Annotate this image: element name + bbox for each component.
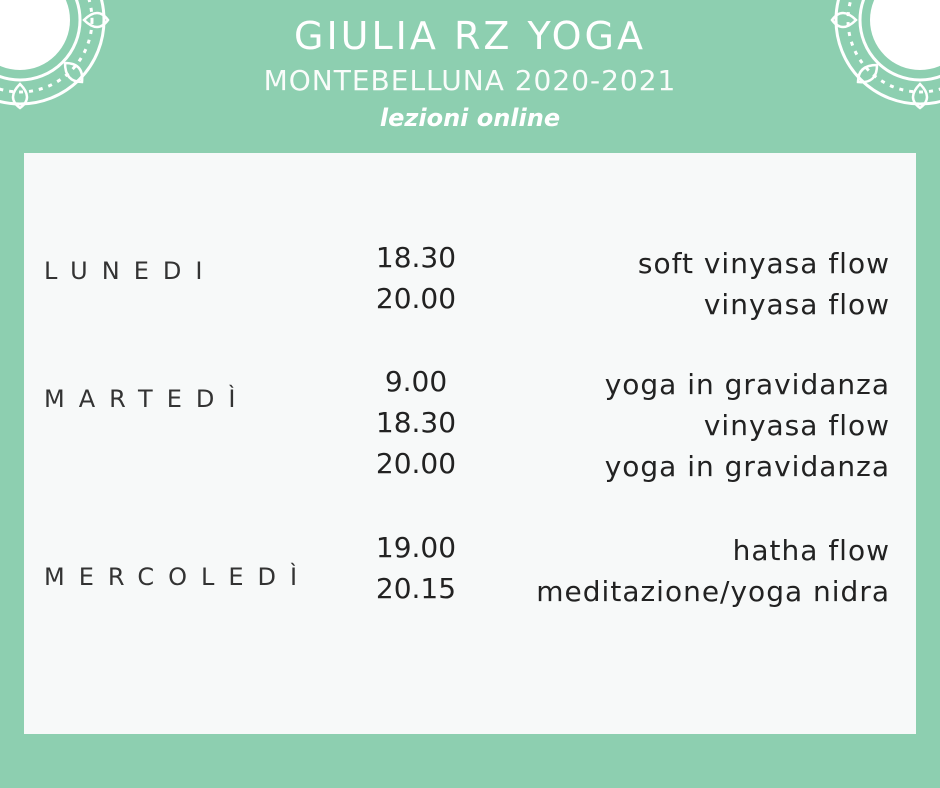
time-slot: 19.00 (375, 531, 457, 564)
classes-column (490, 364, 890, 487)
time-slot: 20.15 (375, 572, 457, 605)
classes-column (490, 243, 890, 325)
time-slot: 20.00 (375, 447, 457, 480)
time-slot: 20.00 (375, 282, 457, 315)
header (0, 10, 940, 136)
class-name: hatha flow (732, 534, 890, 567)
times-column (324, 527, 508, 609)
time-slot: 18.30 (375, 241, 457, 274)
class-name: soft vinyasa flow (637, 247, 890, 280)
page-subtitle: MONTEBELLUNA 2020-2021 (263, 64, 677, 97)
time-slot: 9.00 (384, 365, 448, 398)
class-name: meditazione/yoga nidra (536, 575, 890, 608)
class-name: vinyasa flow (703, 409, 890, 442)
class-name: yoga in gravidanza (604, 368, 890, 401)
schedule-card (24, 153, 916, 734)
day-label: LUNEDI (44, 257, 217, 285)
day-label: MERCOLEDÌ (44, 563, 312, 591)
classes-column (490, 530, 890, 612)
day-label: MARTEDÌ (44, 385, 250, 413)
page-title: GIULIA RZ YOGA (294, 14, 646, 58)
time-slot: 18.30 (375, 406, 457, 439)
class-name: vinyasa flow (703, 288, 890, 321)
class-name: yoga in gravidanza (604, 450, 890, 483)
times-column (324, 361, 508, 484)
page-tagline: lezioni online (379, 104, 561, 132)
times-column (324, 237, 508, 319)
